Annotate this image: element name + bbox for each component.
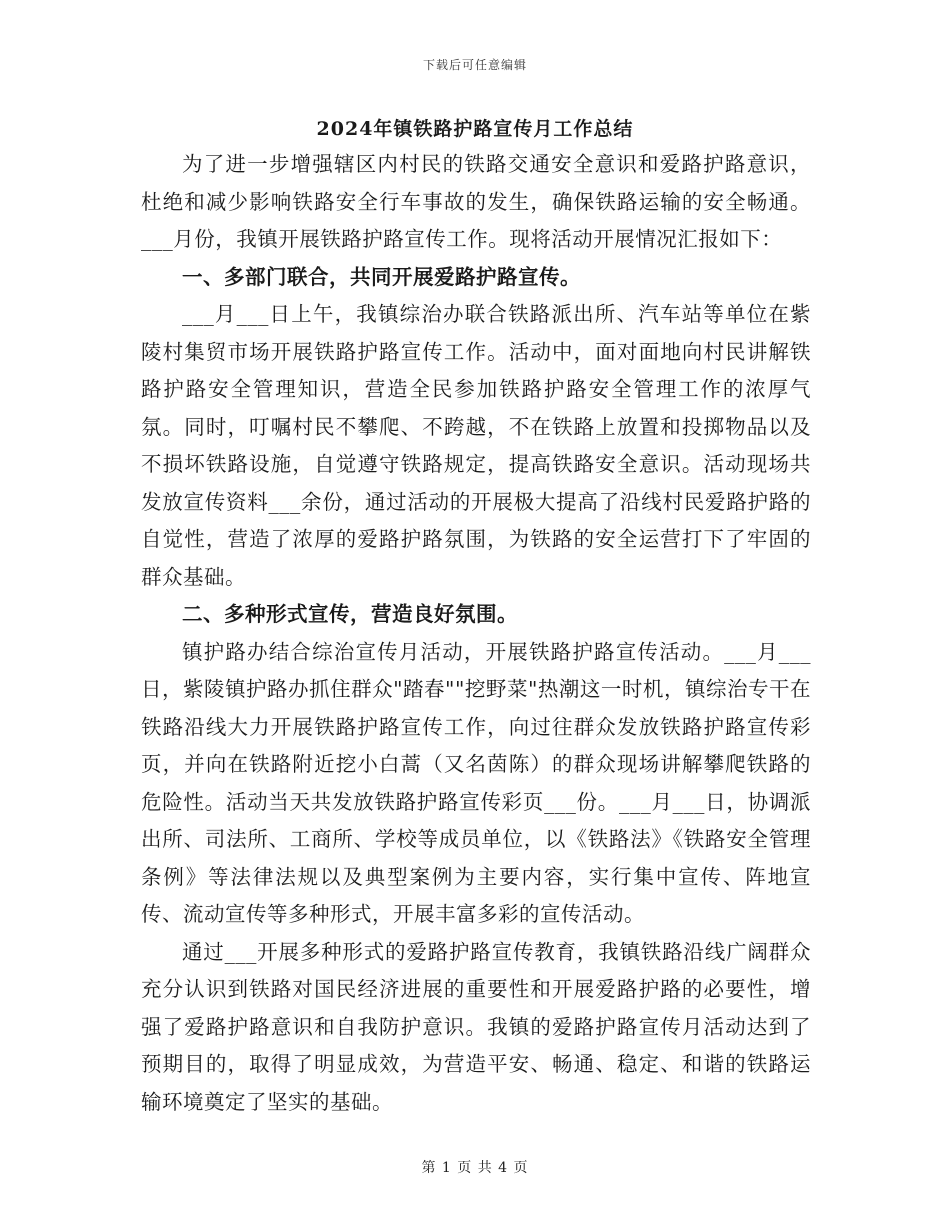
intro-paragraph: 为了进一步增强辖区内村民的铁路交通安全意识和爱路护路意识，杜绝和减少影响铁路安全行车事故的发生，确保铁路运输的安全畅通。___月份，我镇开展铁路护路宣传工作。现将活动开展情况汇报如下： [141, 152, 811, 251]
section-1-paragraph: ___月___日上午，我镇综治办联合铁路派出所、汽车站等单位在紫陵村集贸市场开展铁路护路宣传工作。活动中，面对面地向村民讲解铁路护路安全管理知识，营造全民参加铁路护路安全管理工作的浓厚气氛。同时，叮嘱村民不攀爬、不跨越，不在铁路上放置和投掷物品以及不损坏铁路设施，自觉遵守铁路规定，提高铁路安全意识。活动现场共发放宣传资料___余份，通过活动的开展极大提高了沿线村民爱路护路的自觉性，营造了浓厚的爱路护路氛围，为铁路的安全运营打下了牢固的群众基础。 [141, 302, 811, 589]
page-number: 第 1 页 共 4 页 [421, 1160, 529, 1176]
header-note: 下载后可任意编辑 [422, 58, 527, 72]
document-body [141, 146, 811, 1121]
section-heading-1: 一、多部门联合，共同开展爱路护路宣传。 [182, 264, 581, 289]
document-title: 2024年镇铁路护路宣传月工作总结 [316, 118, 634, 140]
section-2-paragraph: 镇护路办结合综治宣传月活动，开展铁路护路宣传活动。___月___日，紫陵镇护路办抓住群众"踏春""挖野菜"热潮这一时机，镇综治专干在铁路沿线大力开展铁路护路宣传工作，向过往群众发放铁路护路宣传彩页，并向在铁路附近挖小白蒿（又名茵陈）的群众现场讲解攀爬铁路的危险性。活动当天共发放铁路护路宣传彩页___份。___月___日，协调派出所、司法所、工商所、学校等成员单位，以《铁路法》《铁路安全管理条例》等法律法规以及典型案例为主要内容，实行集中宣传、阵地宣传、流动宣传等多种形式，开展丰富多彩的宣传活动。 [141, 639, 811, 926]
section-heading-2: 二、多种形式宣传，营造良好氛围。 [182, 602, 518, 626]
conclusion-paragraph: 通过___开展多种形式的爱路护路宣传教育，我镇铁路沿线广阔群众充分认识到铁路对国民经济进展的重要性和开展爱路护路的必要性，增强了爱路护路意识和自我防护意识。我镇的爱路护路宣传月活动达到了预期目的，取得了明显成效，为营造平安、畅通、稳定、和谐的铁路运输环境奠定了坚实的基础。 [141, 939, 811, 1114]
